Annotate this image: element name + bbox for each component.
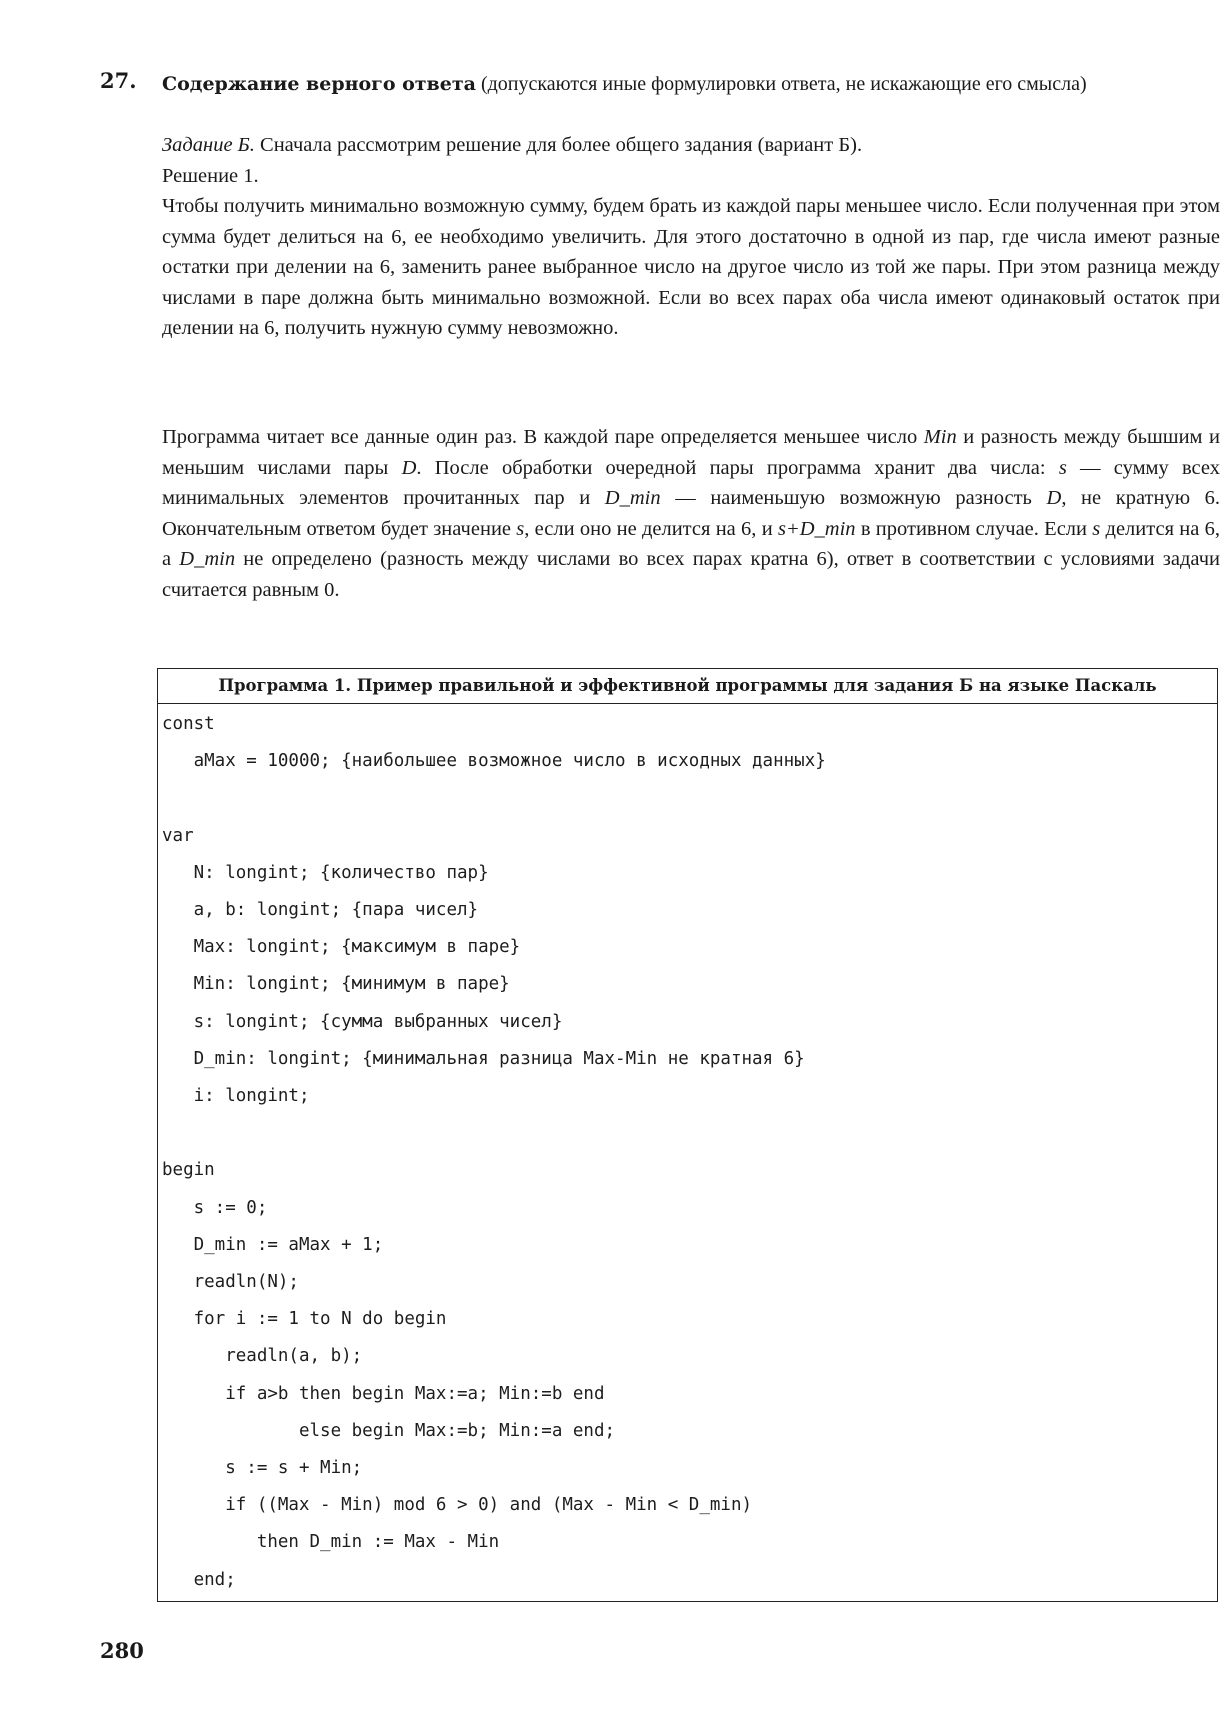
code-line: Min: longint; {минимум в паре}	[162, 974, 510, 995]
code-line: a, b: longint; {пара чисел}	[162, 900, 479, 920]
task-header-bold: Содержание верного ответа	[162, 73, 476, 95]
code-line: aMax = 10000; {наибольшее возможное число в исходных данных}	[162, 751, 826, 772]
code-line: if a>b then begin Max:=a; Min:=b end	[162, 1383, 605, 1404]
paragraph-2-text: Программа читает все данные один раз. В каждой паре определяется меньшее число Min и разность между бьшшим и меньшим числами пары D. После обработки очередной пары программа хранит два числа: s — сумму всех минимальных элементов прочитанных пар и D_min — наименьшую возможную разность D, не кратную 6. Окончательным ответом будет значение s, если оно не делится на 6, и s+D_min в противном случае. Если s делится на 6, а D_min не определено (разность между числами во всех парах кратна 6), ответ в соответствии с условиями задачи считается равным 0.	[162, 426, 1220, 601]
task-intro-text: Сначала рассмотрим решение для более общего задания (вариант Б).	[254, 134, 863, 156]
solution-intro	[162, 130, 1220, 344]
code-line: D_min: longint; {минимальная разница Max-Min не кратная 6}	[162, 1048, 805, 1069]
code-line: Max: longint; {максимум в паре}	[162, 937, 521, 958]
code-line: if ((Max - Min) mod 6 > 0) and (Max - Min < D_min)	[162, 1495, 753, 1516]
program-listing-box	[157, 668, 1218, 1602]
task-number: 27.	[100, 68, 137, 93]
solution-label: Решение 1.	[162, 164, 259, 187]
task-header	[162, 68, 1222, 100]
code-line: then D_min := Max - Min	[162, 1532, 500, 1553]
code-line: const	[162, 714, 215, 734]
program-title: Программа 1. Пример правильной и эффективной программы для задания Б на языке Паскаль	[158, 669, 1217, 704]
code-line: else begin Max:=b; Min:=a end;	[162, 1420, 616, 1441]
code-line: var	[162, 825, 194, 846]
code-line: D_min := aMax + 1;	[162, 1234, 384, 1255]
code-line: begin	[162, 1160, 215, 1181]
task-header-rest: (допускаются иные формулировки ответа, не искажающие его смысла)	[475, 73, 1087, 95]
code-line: s := s + Min;	[162, 1458, 363, 1478]
solution-paragraph-1: Чтобы получить минимально возможную сумму, будем брать из каждой пары меньшее число. Если полученная при этом сумма будет делиться на 6, ее необходимо увеличить. Для этого достаточно в одной из пар, где числа имеют разные остатки при делении на 6, заменить ранее выбранное число на другое число из той же пары. При этом разница между числами в паре должна быть минимально возможной. Если во всех парах оба числа имеют одинаковый остаток при делении на 6, получить нужную сумму невозможно.	[162, 195, 1220, 339]
solution-paragraph-2	[162, 422, 1220, 605]
task-label: Задание Б.	[162, 134, 255, 156]
code-line: readln(N);	[162, 1272, 299, 1292]
page-number: 280	[100, 1638, 144, 1663]
code-line: end;	[162, 1569, 236, 1590]
code-line: readln(a, b);	[162, 1346, 363, 1367]
code-line: s := 0;	[162, 1197, 268, 1218]
code-line: for i := 1 to N do begin	[162, 1309, 447, 1330]
code-line: N: longint; {количество пар}	[162, 862, 489, 883]
task-intro-line	[162, 130, 1220, 161]
code-line: s: longint; {сумма выбранных чисел}	[162, 1011, 563, 1032]
code-line: i: longint;	[162, 1086, 310, 1106]
